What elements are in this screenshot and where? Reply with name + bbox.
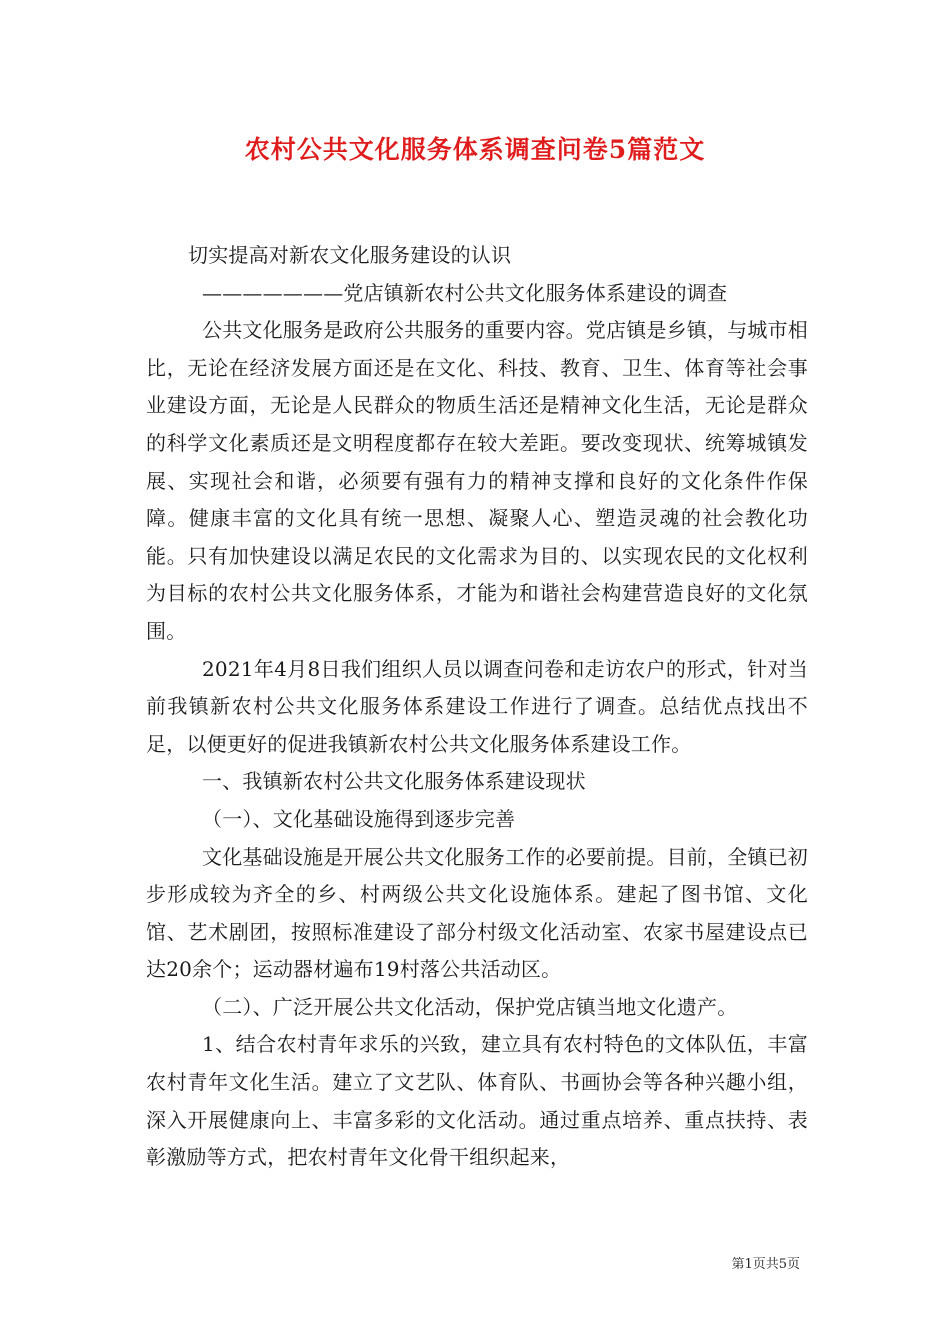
subsection-heading: （一）、文化基础设施得到逐步完善	[202, 806, 516, 831]
section-heading: 一、我镇新农村公共文化服务体系建设现状	[202, 769, 586, 794]
paragraph: 2021年4月8日我们组织人员以调查问卷和走访农户的形式，针对当前我镇新农村公共文化服务体系建设工作进行了调查。总结优点找出不足，以便更好的促进我镇新农村公共文化服务体系建设工作。	[146, 656, 808, 756]
paragraph: 公共文化服务是政府公共服务的重要内容。党店镇是乡镇，与城市相比，无论在经济发展方面还是在文化、科技、教育、卫生、体育等社会事业建设方面，无论是人民群众的物质生活还是精神文化生活，无论是群众的科学文化素质还是文明程度都存在较大差距。要改变现状、统筹城镇发展、实现社会和谐，必须要有强有力的精神支撑和良好的文化条件作保障。健康丰富的文化具有统一思想、凝聚人心、塑造灵魂的社会教化功能。只有加快建设以满足农民的文化需求为目的、以实现农民的文化权利为目标的农村公共文化服务体系，才能为和谐社会构建营造良好的文化氛围。	[146, 318, 808, 643]
paragraph: 文化基础设施是开展公共文化服务工作的必要前提。目前，全镇已初步形成较为齐全的乡、村两级公共文化设施体系。建起了图书馆、文化馆、艺术剧团，按照标准建设了部分村级文化活动室、农家书屋建设点已达20余个；运动器材遍布19村落公共活动区。	[146, 844, 808, 982]
document-title: 农村公共文化服务体系调查问卷5篇范文	[244, 135, 706, 164]
page-number: 第1页共5页	[731, 1257, 800, 1272]
document-body	[146, 237, 808, 1177]
section-subtitle-dash: ———————党店镇新农村公共文化服务体系建设的调查	[202, 280, 728, 305]
paragraph: 1、结合农村青年求乐的兴致，建立具有农村特色的文体队伍，丰富农村青年文化生活。建立了文艺队、体育队、书画协会等各种兴趣小组，深入开展健康向上、丰富多彩的文化活动。通过重点培养、重点扶持、表彰激励等方式，把农村青年文化骨干组织起来，	[146, 1032, 808, 1170]
section-subtitle: 切实提高对新农文化服务建设的认识	[188, 243, 512, 267]
subsection-heading: （二）、广泛开展公共文化活动，保护党店镇当地文化遗产。	[202, 994, 738, 1019]
